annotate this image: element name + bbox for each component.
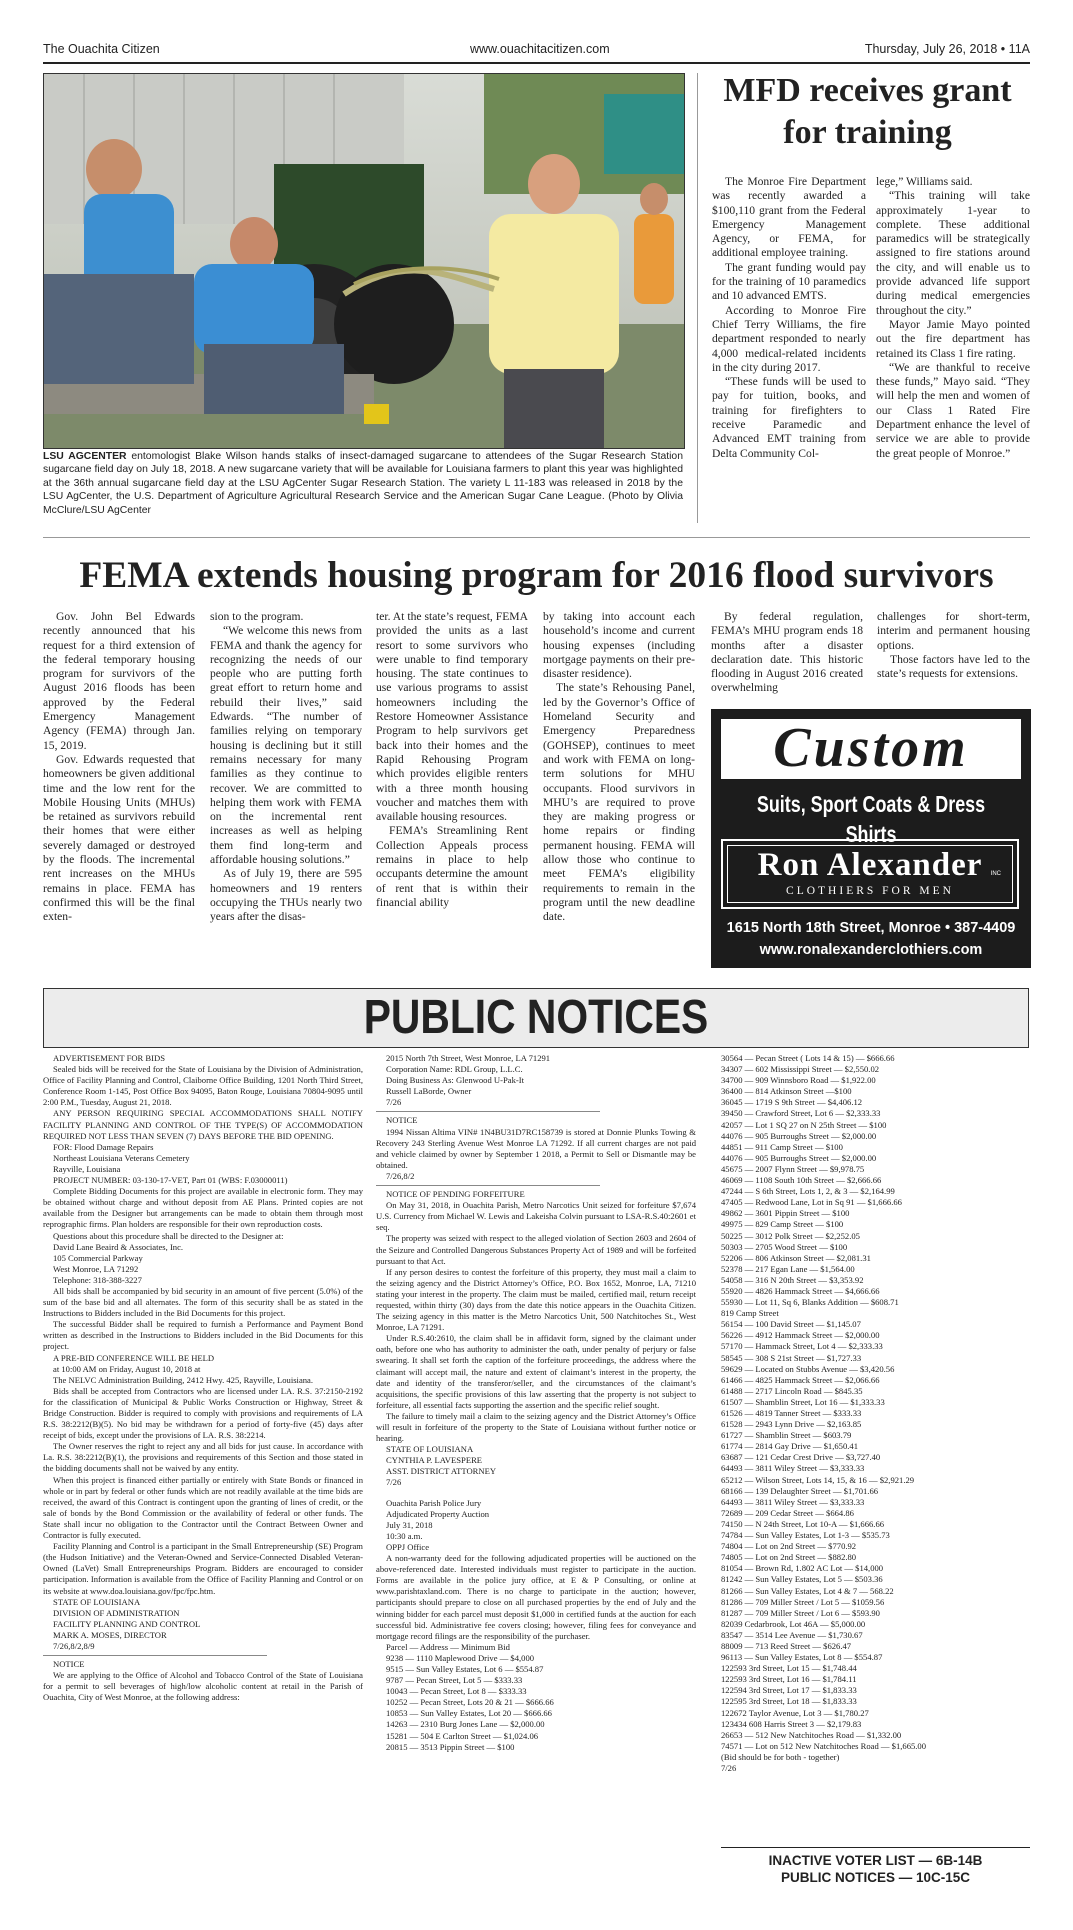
parcel-row: 88009 — 713 Reed Street — $626.47: [721, 1640, 852, 1651]
mfd-para: “These funds will be used to pay for tuition, books, and training for firefighters to receive Paramedic and Advanced EMT training from Delta Community Col-: [712, 375, 866, 460]
notice-divider: [376, 1185, 600, 1186]
parcel-row: 44076 — 905 Burroughs Street — $2,000.00: [721, 1152, 877, 1163]
notice-text: 10:30 a.m.: [386, 1530, 423, 1541]
notice-text: A PRE-BID CONFERENCE WILL BE HELD: [53, 1352, 215, 1363]
notice-text: Adjudicated Property Auction: [386, 1508, 490, 1519]
notice-divider: [43, 1655, 267, 1656]
parcel-row: 74150 — N 24th Street, Lot 10-A — $1,666.66: [721, 1518, 885, 1529]
ad-address: 1615 North 18th Street, Monroe • 387-4409: [726, 920, 1016, 936]
notice-text: The NELVC Administration Building, 2412 Hwy. 425, Rayville, Louisiana.: [53, 1374, 314, 1385]
public-notices-banner: [43, 988, 1029, 1048]
notice-text: OPPJ Office: [386, 1541, 430, 1552]
notice-text: West Monroe, LA 71292: [53, 1263, 139, 1274]
issue-date: Thursday, July 26, 2018 • 11A: [864, 42, 1030, 56]
notices-column-2: [376, 1053, 696, 1753]
paper-name: The Ouachita Citizen: [43, 42, 160, 56]
parcel-row: 63687 — 121 Cedar Crest Drive — $3,727.40: [721, 1452, 881, 1463]
ad-brand: Ron Alexander: [757, 847, 983, 883]
parcel-row: 122672 Taylor Avenue, Lot 3 — $1,780.27: [721, 1707, 869, 1718]
parcel-row: 123434 608 Harris Street 3 — $2,179.83: [721, 1718, 862, 1729]
footer-index: [721, 1852, 1030, 1886]
mfd-para: “We are thankful to receive these funds,” Mayo said. “They will help the men and women of our Class 1 Rated Fire Department enhance the level of service we are able to provide the great people of Monroe.”: [876, 360, 1030, 460]
parcel-row: 44076 — 905 Burroughs Street — $2,000.00: [721, 1130, 877, 1141]
notice-text: The failure to timely mail a claim to the seizing agency and the District Attorney’s Office will result in forfeiture of the property to the State of Louisiana without further notice or hearing.: [376, 1410, 696, 1444]
parcel-row: 122594 3rd Street, Lot 17 — $1,833.33: [721, 1685, 857, 1696]
notice-text: The Owner reserves the right to reject any and all bids for just cause. In accordance with La. R.S. 38:2212(B)(1), the provisions and requirements of this Section and those stated in the bidding documents shall not be waived by any entity.: [43, 1441, 363, 1474]
masthead-bar: [43, 40, 1030, 60]
notice-signature: DIVISION OF ADMINISTRATION: [53, 1607, 180, 1618]
parcel-row: 74784 — Sun Valley Estates, Lot 1-3 — $535.73: [721, 1530, 890, 1541]
parcel-row: 61507 — Shamblin Street, Lot 16 — $1,333.33: [721, 1396, 885, 1407]
parcel-row: 15281 — 504 E Carlton Street — $1,024.06: [386, 1730, 539, 1741]
ad-tagline: Suits, Sport Coats & Dress Shirts: [756, 791, 986, 847]
parcel-row: 42057 — Lot 1 SQ 27 on N 25th Street — $100: [721, 1119, 887, 1130]
parcel-row: 81054 — Brown Rd, 1.802 AC Lot — $14,000: [721, 1563, 884, 1574]
caption-text: entomologist Blake Wilson hands stalks of insect-damaged sugarcane to attendees of the Sugar Research Station sugarcane field day on July 18, 2018. A new sugarcane variety that will be available for Louisiana farmers to plant this year was highlighted at the 36th annual sugarcane field day at the LSU AgCenter Sugar Research Station. The variety L 11-183 was released in 2018 by the LSU AgCenter, the U.S. Department of Agriculture Agricultural Research Service and the American Sugar Cane League. (Photo by Olivia McClure/LSU AgCenter: [43, 451, 683, 516]
parcel-row: 36045 — 1719 S 9th Street — $4,406.12: [721, 1097, 863, 1108]
parcel-row: 61488 — 2717 Lincoln Road — $845.35: [721, 1385, 863, 1396]
parcel-row: 49975 — 829 Camp Street — $100: [721, 1219, 844, 1230]
fema-para: challenges for short-term, interim and permanent housing options.: [877, 610, 1030, 652]
notice-text: 1994 Nissan Altima VIN# 1N4BU31D7RC158739 is stored at Donnie Plunks Towing & Recovery 243 Sterling Avenue West Monroe LA 71292. If all current charges are not paid and vehicle claimed by owner by September 1 2018, a Permit to Sell or Dismantle may be obtained.: [376, 1126, 696, 1170]
fema-column-5b: [877, 610, 1030, 681]
notice-text: Telephone: 318-388-3227: [53, 1274, 142, 1285]
notice-signature: STATE OF LOUISIANA: [386, 1444, 474, 1455]
parcel-row: 34700 — 909 Winnsboro Road — $1,922.00: [721, 1075, 876, 1086]
parcel-row: 819 Camp Street: [721, 1308, 779, 1319]
parcel-row: 58545 — 308 S 21st Street — $1,727.33: [721, 1352, 862, 1363]
notice-heading: ADVERTISEMENT FOR BIDS: [53, 1053, 166, 1063]
parcel-row: 122593 3rd Street, Lot 16 — $1,784.11: [721, 1674, 857, 1685]
notice-text: David Lane Beaird & Associates, Inc.: [53, 1241, 184, 1252]
parcel-row: 39450 — Crawford Street, Lot 6 — $2,333.33: [721, 1108, 881, 1119]
notice-text: On May 31, 2018, in Ouachita Parish, Metro Narcotics Unit seized for forfeiture $7,674 U.S. Currency from Michael W. Lewis and Lakeisha Colvin pursuant to LSA-R.S.40:2601 et seq.: [376, 1200, 696, 1233]
parcel-row: 46069 — 1108 South 10th Street — $2,666.66: [721, 1175, 882, 1186]
parcel-row: 56226 — 4912 Hammack Street — $2,000.00: [721, 1330, 880, 1341]
mfd-headline: MFD receives grant for training: [723, 72, 1012, 151]
fema-column-5a: [711, 610, 863, 696]
parcel-row: 81287 — 709 Miller Street / Lot 6 — $593.90: [721, 1607, 880, 1618]
notice-text: Rayville, Louisiana: [53, 1163, 121, 1174]
parcel-row: 54058 — 316 N 20th Street — $3,353.92: [721, 1274, 864, 1285]
parcel-row: 82039 Cedarbrook, Lot 46A — $5,000.00: [721, 1618, 866, 1629]
fema-para: “We welcome this news from FEMA and thank the agency for recognizing the needs of our people who are putting forth great effort to return home and rebuild their lives,” said Edwards. “The number of families relying on temporary housing is declining but it still remains necessary for many families as they continue to recover. We are committed to helping them work with FEMA on the incremental rent increases as well as helping them find long-term and affordable housing solutions.”: [210, 624, 362, 867]
parcel-row: 44851 — 911 Camp Street — $100: [721, 1141, 843, 1152]
notice-dates: 7/26,8/2: [386, 1170, 415, 1181]
parcel-row: 55930 — Lot 11, Sq 6, Blanks Addition — $608.71: [721, 1297, 899, 1308]
notice-text: The successful Bidder shall be required to furnish a Performance and Payment Bond written as described in the Instructions to Bidders included in the Bid Documents for this project.: [43, 1319, 363, 1352]
notice-dates: 7/26: [386, 1477, 402, 1488]
notice-text: Questions about this procedure shall be directed to the Designer at:: [53, 1230, 284, 1241]
fema-para: FEMA’s Streamlining Rent Collection Appeals process remains in place to help occupants determine the amount of rent that is within their financial ability: [376, 824, 528, 909]
parcel-row: 10853 — Sun Valley Estates, Lot 20 — $666.66: [386, 1708, 552, 1719]
notice-text: A non-warranty deed for the following adjudicated properties will be auctioned on the above-referenced date. Interested individuals must register to participate in the auction. Forms are available in the police jury office, at E & P Consulting, or online at www.parishtaxland.com. There is no charge to participate in the auction; however, participants should prepare to close on all purchased properties by the end of July and the winning bidder for each parcel must deposit $1,000 in certified funds at the auction for each successful bid. Administrative fee covers closing; however, filing fees for conveyance and mortgage record filings are the responsibility of the purchaser.: [376, 1553, 696, 1641]
notice-text: July 31, 2018: [386, 1519, 433, 1530]
notice-text: FOR: Flood Damage Repairs: [53, 1141, 154, 1152]
fema-column-4: [543, 610, 695, 925]
notice-divider: [376, 1111, 600, 1112]
parcel-row: 14263 — 2310 Burg Jones Lane — $2,000.00: [386, 1719, 545, 1730]
parcel-row: 52206 — 806 Atkinson Street — $2,081.31: [721, 1252, 871, 1263]
mfd-column-2: [876, 175, 1030, 461]
notice-text: PROJECT NUMBER: 03-130-17-VET, Part 01 (WBS: F.03000011): [53, 1175, 288, 1186]
notices-column-3: [721, 1053, 1030, 1774]
notice-text: 2015 North 7th Street, West Monroe, LA 71291: [386, 1053, 551, 1063]
notice-text: Russell LaBorde, Owner: [386, 1086, 472, 1097]
fema-para: by taking into account each household’s income and current housing expenses (including mortgage payments on their pre-disaster residence).: [543, 610, 695, 681]
notice-text: Bids shall be accepted from Contractors who are licensed under LA. R.S. 37:2150-2192 for the classification of Municipal & Public Works Construction or Highway, Street & Bridge Construction. Bidder is required to comply with provisions and requirements of LA R.S. 38:2212(B)(5). No bid may be withdrawn for a period of forty-five (45) days after receipt of bids, except under the provisions of LA. R.S. 38:2214.: [43, 1385, 363, 1441]
parcel-row: 52378 — 217 Egan Lane — $1,564.00: [721, 1263, 855, 1274]
parcel-row: 20815 — 3513 Pippin Street — $100: [386, 1741, 515, 1752]
parcel-row: 45675 — 2007 Flynn Street — $9,978.75: [721, 1163, 865, 1174]
fema-para: By federal regulation, FEMA’s MHU program ends 18 months after a disaster declaration date. This historic flooding in August 2016 created overwhelming: [711, 610, 863, 695]
parcel-row: 10252 — Pecan Street, Lots 20 & 21 — $666.66: [386, 1697, 554, 1708]
footer-voter-list[interactable]: INACTIVE VOTER LIST — 6B-14B: [768, 1853, 983, 1868]
fema-para: Gov. John Bel Edwards recently announced that his request for a third extension of the federal temporary housing program for survivors of the August 2016 floods has been approved by the Federal Emergency Management Agency (FEMA) through Jan. 15, 2019.: [43, 610, 195, 752]
parcel-row: 81266 — Sun Valley Estates, Lot 4 & 7 — 568.22: [721, 1585, 894, 1596]
field-day-photo-illustration: [44, 74, 684, 448]
ron-alexander-ad[interactable]: [711, 709, 1031, 968]
fema-headline: FEMA extends housing program for 2016 flood survivors: [79, 555, 994, 596]
parcel-row: 61727 — Shamblin Street — $603.79: [721, 1430, 852, 1441]
fema-para: Those factors have led to the state’s requests for extensions.: [877, 652, 1030, 681]
parcel-row: 96113 — Sun Valley Estates, Lot 8 — $554.87: [721, 1652, 883, 1663]
notice-text: The property was seized with respect to the alleged violation of Section 2603 and 2604 of the Seizure and Controlled Dangerous Substances Property Act of 1989 and will be forfeited pursuant to that Act.: [376, 1233, 696, 1266]
fema-column-3: [376, 610, 528, 910]
parcel-row: (Bid should be for both - together): [721, 1751, 840, 1762]
spacer: [376, 1489, 696, 1498]
ad-script-word: Custom: [773, 717, 969, 779]
parcel-row: 56154 — 100 David Street — $1,145.07: [721, 1319, 861, 1330]
notice-text: Under R.S.40:2610, the claim shall be in affidavit form, signed by the claimant under oath, before one who has authority to administer the oath, under penalty of perjury or false swearing. It shall set forth the caption of the forfeiture proceedings, the address where the claimant will accept mail, the nature and extent of claimant’s interest in the property, the date and identity of the transferor/seller, and the circumstances of the claimant’s acquisitions, the specific provisions of this law asserting that the property is not subject to forfeiture, all essential facts supporting the assertion and the specific relief sought.: [376, 1333, 696, 1410]
parcel-row: 50225 — 3012 Polk Street — $2,252.05: [721, 1230, 860, 1241]
notice-text: Corporation Name: RDL Group, L.L.C.: [386, 1064, 523, 1075]
vertical-divider-top: [697, 73, 698, 523]
mfd-para: According to Monroe Fire Chief Terry Williams, the fire department responded to nearly 4,000 medical-related incidents in the city during 2017.: [712, 303, 866, 374]
parcel-row: 9515 — Sun Valley Estates, Lot 6 — $554.87: [386, 1663, 544, 1674]
mfd-para: Mayor Jamie Mayo pointed out the fire department has retained its Class 1 fire rating.: [876, 317, 1030, 360]
ad-inc: INC: [990, 871, 1001, 877]
mfd-para: The grant funding would pay for the training of 10 paramedics and 10 advanced EMTS.: [712, 260, 866, 303]
parcel-row: 64493 — 3811 Wiley Street — $3,333.33: [721, 1463, 865, 1474]
notice-signature: MARK A. MOSES, DIRECTOR: [53, 1629, 167, 1640]
notice-text: Sealed bids will be received for the State of Louisiana by the Division of Administration, Office of Facility Planning and Control, Claiborne Office Building, 1201 North Third Street, Conference Room 1-145, Post Office Box 94095, Baton Rouge, Louisiana 70804-9095 until 2:00 P.M., Tuesday, August 21, 2018.: [43, 1064, 363, 1108]
notice-text: at 10:00 AM on Friday, August 10, 2018 at: [53, 1363, 201, 1374]
parcel-row: 7/26: [721, 1763, 737, 1773]
notice-text: Facility Planning and Control is a participant in the Small Entrepreneurship (SE) Program (the Hudson Initiative) and the Veteran-Owned and Service-Connected Disabled Veteran-Owned (LaVet) Small Entrepreneurships Program. Bidders are encouraged to consider participation. Information is available from the Office of Facility Planning and Control or on its website at www.doa.louisiana.gov/fpc/fpc.htm.: [43, 1541, 363, 1596]
parcel-row: 9787 — Pecan Street, Lot 5 — $333.33: [386, 1675, 523, 1686]
parcel-row: 47244 — S 6th Street, Lots 1, 2, & 3 — $2,164.99: [721, 1186, 895, 1197]
fema-para: ter. At the state’s request, FEMA provided the units as a last resort to some survivors who were unable to find temporary housing. The state continues to use various programs to assist homeowners including the Restore Homeowner Assistance Program to help survivors get back into their homes and the Rapid Rehousing Program which provides eligible renters with a three month housing voucher and matches them with available housing resources.: [376, 610, 528, 824]
parcel-row: 30564 — Pecan Street ( Lots 14 & 15) — $666.66: [721, 1053, 895, 1063]
caption-lead: LSU AGCENTER: [43, 451, 127, 462]
notice-heading: NOTICE OF PENDING FORFEITURE: [386, 1189, 525, 1200]
fema-para: As of July 19, there are 595 homeowners and 19 renters occupying the THUs nearly two years after the disas-: [210, 867, 362, 924]
notice-text: We are applying to the Office of Alcohol and Tobacco Control of the State of Louisiana for a permit to sell beverages of high/low alcoholic content at retail in the Parish of Ouachita, City of West Monroe, at the following address:: [43, 1670, 363, 1703]
mfd-para: lege,” Williams said.: [876, 175, 973, 188]
parcel-row: 122595 3rd Street, Lot 18 — $1,833.33: [721, 1696, 857, 1707]
notice-signature: FACILITY PLANNING AND CONTROL: [53, 1618, 201, 1629]
ad-logo-box: [721, 839, 1019, 909]
parcel-row: 72689 — 209 Cedar Street — $664.86: [721, 1507, 854, 1518]
parcel-row: 122593 3rd Street, Lot 15 — $1,748.44: [721, 1663, 857, 1674]
parcel-row: 61526 — 4819 Tanner Street — $333.33: [721, 1408, 862, 1418]
fema-column-2: [210, 610, 362, 925]
fema-para: Gov. Edwards requested that homeowners be given additional time and the low rent for the Mobile Housing Units (MHUs) be retained as survivors rebuild their homes that were either severely damaged or destroyed by the floods. The incremental rent increases on the MHUs remains in place. FEMA has confirmed this will be the final exten-: [43, 752, 195, 924]
fema-para: sion to the program.: [210, 610, 304, 623]
parcel-row: 64493 — 3811 Wiley Street — $3,333.33: [721, 1496, 865, 1507]
mfd-column-1: [712, 175, 866, 461]
notice-text: Doing Business As: Glenwood U-Pak-It: [386, 1075, 524, 1086]
public-notices-title: PUBLIC NOTICES: [363, 991, 709, 1044]
notice-heading: NOTICE: [53, 1659, 85, 1670]
parcel-row: 57170 — Hammack Street, Lot 4 — $2,333.33: [721, 1341, 883, 1352]
parcel-row: 81286 — 709 Miller Street / Lot 5 — $1059.56: [721, 1596, 885, 1607]
notice-signature: ASST. DISTRICT ATTORNEY: [386, 1466, 497, 1477]
parcel-row: 36400 — 814 Atkinson Street —$100: [721, 1086, 852, 1097]
parcel-row: 74805 — Lot on 2nd Street — $882.80: [721, 1552, 857, 1563]
parcel-row: 81242 — Sun Valley Estates, Lot 5 — $503.36: [721, 1574, 883, 1585]
notice-text: When this project is financed either partially or entirely with State Bonds or financed in whole or in part by federal or other funds which are not readily available at the time bids are received, the award of this Contract is contingent upon the granting of lines of credit, or the sale of bonds by the Bond Commission or the availability of federal or other funds. The State shall incur no obligation to the Contractor until the Contract Between Owner and Contractor is fully executed.: [43, 1474, 363, 1541]
parcel-row: 61528 — 2943 Lynn Drive — $2,163.85: [721, 1419, 862, 1430]
notice-text: All bids shall be accompanied by bid security in an amount of five percent (5.0%) of the sum of the base bid and all alternates. The form of this security shall be as stated in the Instructions to Bidders included in the Bid Documents for this project.: [43, 1285, 363, 1319]
parcel-row: 26653 — 512 New Natchitoches Road — $1,332.00: [721, 1729, 902, 1740]
header-rule: [43, 62, 1030, 64]
mfd-para: The Monroe Fire Department was recently awarded a $100,110 grant from the Federal Emergency Management Agency, or FEMA, for additional employee training.: [712, 175, 866, 260]
parcel-row: 50303 — 2705 Wood Street — $100: [721, 1241, 848, 1252]
paper-url[interactable]: www.ouachitacitizen.com: [470, 42, 610, 56]
parcel-row: 68166 — 139 Delaughter Street — $1,701.66: [721, 1485, 879, 1496]
parcel-row: 9238 — 1110 Maplewood Drive — $4,000: [386, 1652, 535, 1663]
notice-text: ANY PERSON REQUIRING SPECIAL ACCOMMODATIONS SHALL NOTIFY FACILITY PLANNING AND CONTROL OF THE TYPE(S) OF ACCOMMODATION REQUIRED NOT LESS THAN SEVEN (7) DAYS BEFORE THE BID OPENING.: [43, 1108, 363, 1141]
notices-column-1: [43, 1053, 363, 1703]
parcel-row: 10043 — Pecan Street, Lot 8 — $333.33: [386, 1686, 527, 1697]
photo-caption: [43, 450, 683, 517]
parcel-row: 61774 — 2814 Gay Drive — $1,650.41: [721, 1441, 859, 1452]
parcel-row: 34307 — 602 Mississippi Street — $2,550.02: [721, 1064, 880, 1075]
parcel-header: Parcel — Address — Minimum Bid: [386, 1641, 510, 1652]
parcel-row: 47405 — Redwood Lane, Lot in Sq 91 — $1,666.66: [721, 1197, 902, 1208]
notice-text: If any person desires to contest the forfeiture of this property, they must mail a claim to the seizing agency and the District Attorney’s Office, P.O. Box 1652, Monroe, LA, 71210 stating your interest in the property. The claim must be mailed, certified mail, return receipt requested, within thirty (30) days from the date this notice appears in the Ouachita Citizen. The seizing agency in this matter is the Metro Narcotics Unit, 500 Natchitoches St., West Monroe, LA 71291.: [376, 1266, 696, 1333]
parcel-row: 83547 — 3514 Lee Avenue — $1,730.67: [721, 1629, 863, 1640]
parcel-row: 59629 — Located on Stubbs Avenue — $3,420.56: [721, 1363, 895, 1374]
notice-signature: CYNTHIA P. LAVESPERE: [386, 1455, 483, 1466]
ad-website[interactable]: www.ronalexanderclothiers.com: [759, 942, 983, 958]
fema-para: The state’s Rehousing Panel, led by the Governor’s Office of Homeland Security and Emergency Preparedness (GOHSEP), continues to meet and work with FEMA on long-term solutions for MHU occupants. Flood survivors in MHU’s are required to prove they are making progress or home repairs or finding permanent housing. FEMA will allow those who continue to meet FEMA’s eligibility requirements to remain in the program until the new deadline date.: [543, 681, 695, 924]
notice-dates: 7/26,8/2,8/9: [53, 1640, 95, 1651]
notice-text: Complete Bidding Documents for this project are available in electronic form. They may be obtained without charge and without deposit from AE Plans. Printed copies are not available from the Designer but arrangements can be made to obtain them through most reprographic firms. Plan holders are responsible for their own reproduction costs.: [43, 1186, 363, 1230]
sugarcane-photo: [43, 73, 685, 449]
notice-text: 105 Commercial Parkway: [53, 1252, 143, 1263]
notice-heading: Ouachita Parish Police Jury: [386, 1497, 482, 1508]
footer-public-notices[interactable]: PUBLIC NOTICES — 10C-15C: [780, 1870, 971, 1885]
parcel-row: 61466 — 4825 Hammack Street — $2,066.66: [721, 1374, 880, 1385]
notice-dates: 7/26: [386, 1097, 402, 1108]
fema-column-1: [43, 610, 195, 925]
parcel-row: 55920 — 4826 Hammack Street — $4,666.66: [721, 1285, 880, 1296]
mfd-para: “This training will take approximately 1-year to complete. These additional paramedics will be strategically assigned to fire stations around the city, and will enable us to provide advanced life support during medical emergencies throughout the city.”: [876, 189, 1030, 317]
parcel-row: 74804 — Lot on 2nd Street — $770.92: [721, 1541, 857, 1552]
footer-rule: [721, 1847, 1030, 1848]
ad-sub: CLOTHIERS FOR MEN: [786, 885, 954, 897]
notice-text: Northeast Louisiana Veterans Cemetery: [53, 1152, 190, 1163]
parcel-row: 74571 — Lot on 512 New Natchitoches Road — $1,665.00: [721, 1740, 927, 1751]
notice-heading: NOTICE: [386, 1115, 418, 1126]
notice-signature: STATE OF LOUISIANA: [53, 1596, 141, 1607]
parcel-row: 49862 — 3601 Pippin Street — $100: [721, 1208, 850, 1219]
section-rule: [43, 537, 1030, 538]
parcel-row: 65212 — Wilson Street, Lots 14, 15, & 16 — $2,921.29: [721, 1474, 915, 1485]
